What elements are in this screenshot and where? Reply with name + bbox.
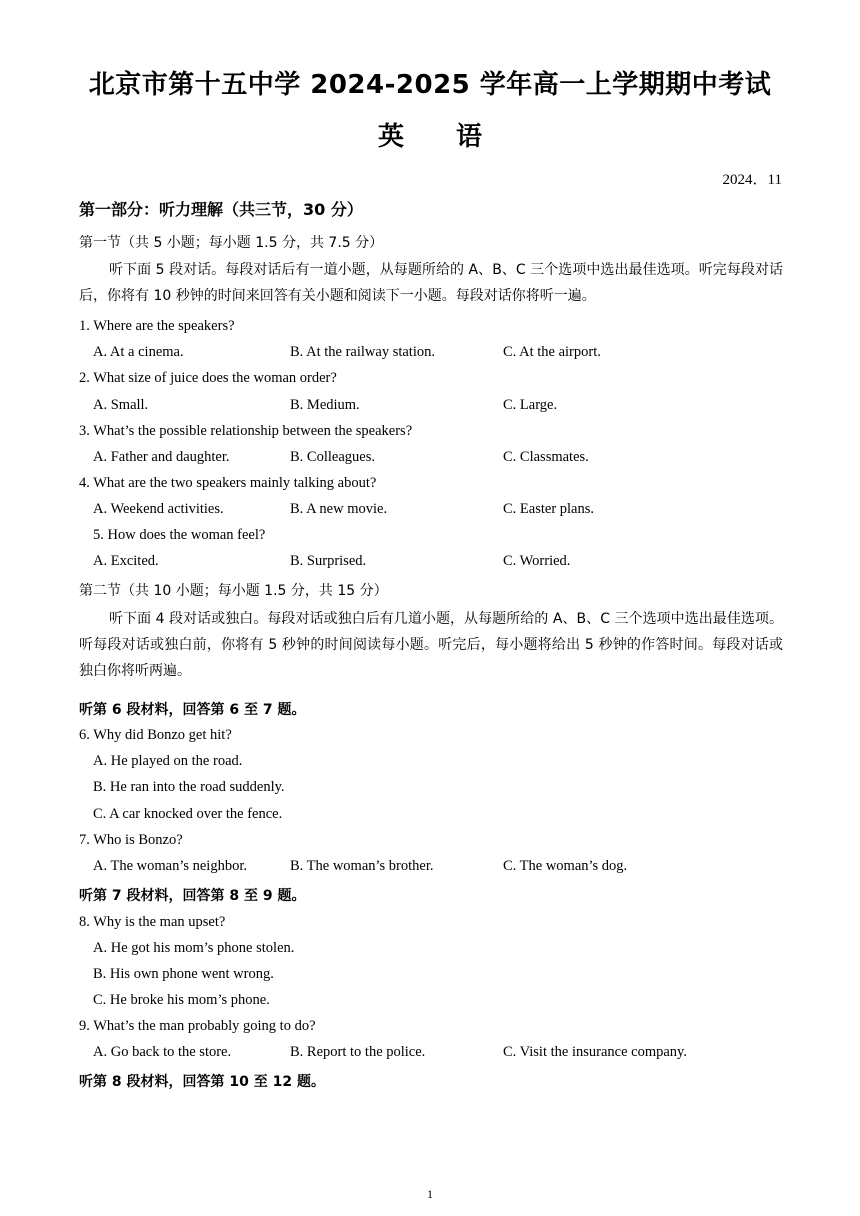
page-title: 北京市第十五中学 2024-2025 学年高一上学期期中考试 xyxy=(88,70,772,100)
question-5: 5. How does the woman feel? xyxy=(93,527,266,543)
q6-option-c: C. A car knocked over the fence. xyxy=(93,806,283,822)
page-number: 1 xyxy=(427,1187,433,1201)
q7-option-a: A. The woman’s neighbor. xyxy=(93,858,247,874)
section1-instructions: 听下面 5 段对话。每段对话后有一道小题，从每题所给的 A、B、C 三个选项中选出最佳选项。听完每段对话后，你将有 10 秒钟的时间来回答有关小题和阅读下一小题。每段对话你将听一遍。 xyxy=(79,262,783,304)
subject-title xyxy=(0,116,860,153)
section1-heading: 第一节（共 5 小题；每小题 1.5 分，共 7.5 分） xyxy=(79,235,384,251)
section2-heading: 第二节（共 10 小题；每小题 1.5 分，共 15 分） xyxy=(79,583,388,599)
q9-option-b: B. Report to the police. xyxy=(290,1044,426,1060)
q7-option-b: B. The woman’s brother. xyxy=(290,858,434,874)
question-7: 7. Who is Bonzo? xyxy=(79,832,183,848)
question-9: 9. What’s the man probably going to do? xyxy=(79,1018,316,1034)
q9-option-a: A. Go back to the store. xyxy=(93,1044,232,1060)
q2-option-b: B. Medium. xyxy=(290,397,360,413)
question-3: 3. What’s the possible relationship between the speakers? xyxy=(79,423,413,439)
question-2: 2. What size of juice does the woman order? xyxy=(79,370,337,386)
q2-option-c: C. Large. xyxy=(503,397,558,413)
part1-heading: 第一部分：听力理解（共三节，30 分） xyxy=(79,200,363,219)
q3-option-b: B. Colleagues. xyxy=(290,449,375,465)
question-1: 1. Where are the speakers? xyxy=(79,318,235,334)
q5-option-c: C. Worried. xyxy=(503,553,571,569)
q7-option-c: C. The woman’s dog. xyxy=(503,858,628,874)
q6-option-a: A. He played on the road. xyxy=(93,753,243,769)
q9-option-c: C. Visit the insurance company. xyxy=(503,1044,687,1060)
q3-option-c: C. Classmates. xyxy=(503,449,589,465)
q1-option-b: B. At the railway station. xyxy=(290,344,435,360)
question-8: 8. Why is the man upset? xyxy=(79,914,226,930)
question-6: 6. Why did Bonzo get hit? xyxy=(79,727,232,743)
q4-option-a: A. Weekend activities. xyxy=(93,501,224,517)
q1-option-c: C. At the airport. xyxy=(503,344,601,360)
section2-instructions: 听下面 4 段对话或独白。每段对话或独白后有几道小题，从每题所给的 A、B、C 三个选项中选出最佳选项。听每段对话或独白前，你将有 5 秒钟的时间阅读每小题。听完后，每小题将给出 5 秒钟的作答时间。每段对话或独白你将听两遍。 xyxy=(79,611,783,679)
q8-option-b: B. His own phone went wrong. xyxy=(93,966,274,982)
q2-option-a: A. Small. xyxy=(93,397,149,413)
question-4: 4. What are the two speakers mainly talking about? xyxy=(79,475,377,491)
q1-option-a: A. At a cinema. xyxy=(93,344,184,360)
subject-char-2: 语 xyxy=(456,122,483,152)
q4-option-b: B. A new movie. xyxy=(290,501,388,517)
q4-option-c: C. Easter plans. xyxy=(503,501,595,517)
q5-option-a: A. Excited. xyxy=(93,553,159,569)
q8-option-a: A. He got his mom’s phone stolen. xyxy=(93,940,295,956)
material-8-heading: 听第 8 段材料，回答第 10 至 12 题。 xyxy=(79,1074,325,1090)
subject-char-1: 英 xyxy=(377,122,404,152)
material-7-heading: 听第 7 段材料，回答第 8 至 9 题。 xyxy=(79,888,306,904)
exam-date: 2024．11 xyxy=(722,172,782,188)
q5-option-b: B. Surprised. xyxy=(290,553,367,569)
q6-option-b: B. He ran into the road suddenly. xyxy=(93,779,285,795)
q8-option-c: C. He broke his mom’s phone. xyxy=(93,992,270,1008)
material-6-heading: 听第 6 段材料，回答第 6 至 7 题。 xyxy=(79,702,306,718)
q3-option-a: A. Father and daughter. xyxy=(93,449,230,465)
